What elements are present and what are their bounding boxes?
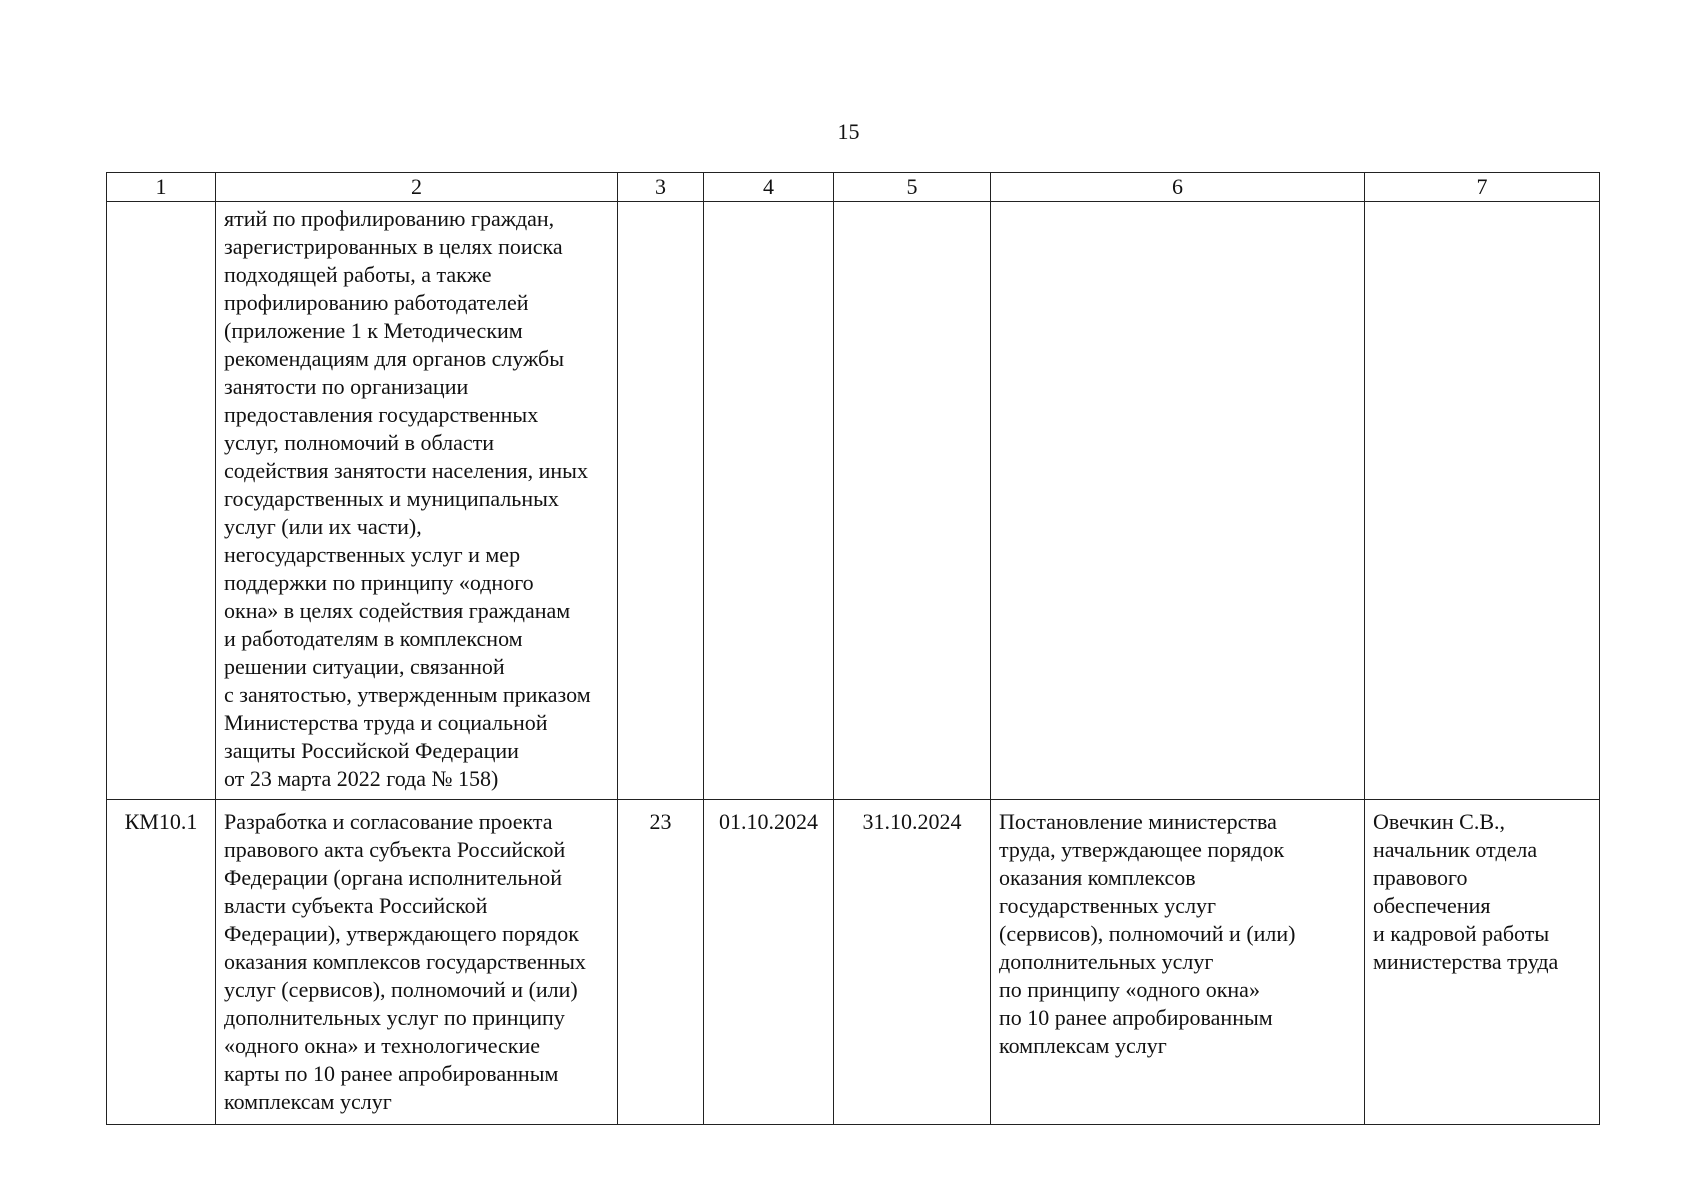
column-header-3: 3: [618, 173, 704, 202]
column-header-2: 2: [216, 173, 618, 202]
column-header-7: 7: [1365, 173, 1600, 202]
table-row-continuation: [107, 202, 1600, 800]
column-header-6: 6: [991, 173, 1365, 202]
row-description-cell: Разработка и согласование проекта правового акта субъекта Российской Федерации (органа исполнительной власти субъекта Российской Федерации), утверждающего порядок оказания комплексов государственных услуг (сервисов), полномочий и (или) дополнительных услуг по принципу «одного окна» и технологические карты по 10 ранее апробированным комплексам услуг: [216, 800, 618, 1125]
row-responsible-cell: [1365, 202, 1600, 800]
row-value-cell: 23: [618, 800, 704, 1125]
table-row-km10-1: [107, 800, 1600, 1125]
row-responsible-cell: Овечкин С.В., начальник отдела правового обеспечения и кадровой работы министерства труда: [1365, 800, 1600, 1125]
row-document-cell: Постановление министерства труда, утверждающее порядок оказания комплексов государственных услуг (сервисов), полномочий и (или) дополнительных услуг по принципу «одного окна» по 10 ранее апробированным комплексам услуг: [991, 800, 1365, 1125]
row-code-cell: КМ10.1: [107, 800, 216, 1125]
plan-table: [106, 172, 1600, 1125]
row-end-date-cell: [834, 202, 991, 800]
column-header-4: 4: [704, 173, 834, 202]
row-start-date-cell: 01.10.2024: [704, 800, 834, 1125]
row-description-cell: ятий по профилированию граждан, зарегистрированных в целях поиска подходящей работы, а также профилированию работодателей (приложение 1 к Методическим рекомендациям для органов службы занятости по организации предоставления государственных услуг, полномочий в области содействия занятости населения, иных государственных и муниципальных услуг (или их части), негосударственных услуг и мер поддержки по принципу «одного окна» в целях содействия гражданам и работодателям в комплексном решении ситуации, связанной с занятостью, утвержденным приказом Министерства труда и социальной защиты Российской Федерации от 23 марта 2022 года № 158): [216, 202, 618, 800]
page-number: 15: [837, 119, 860, 144]
column-header-5: 5: [834, 173, 991, 202]
row-code-cell: [107, 202, 216, 800]
row-start-date-cell: [704, 202, 834, 800]
row-value-cell: [618, 202, 704, 800]
header-row: [107, 173, 1600, 202]
column-header-1: 1: [107, 173, 216, 202]
row-document-cell: [991, 202, 1365, 800]
table-header: [107, 173, 1600, 202]
row-end-date-cell: 31.10.2024: [834, 800, 991, 1125]
